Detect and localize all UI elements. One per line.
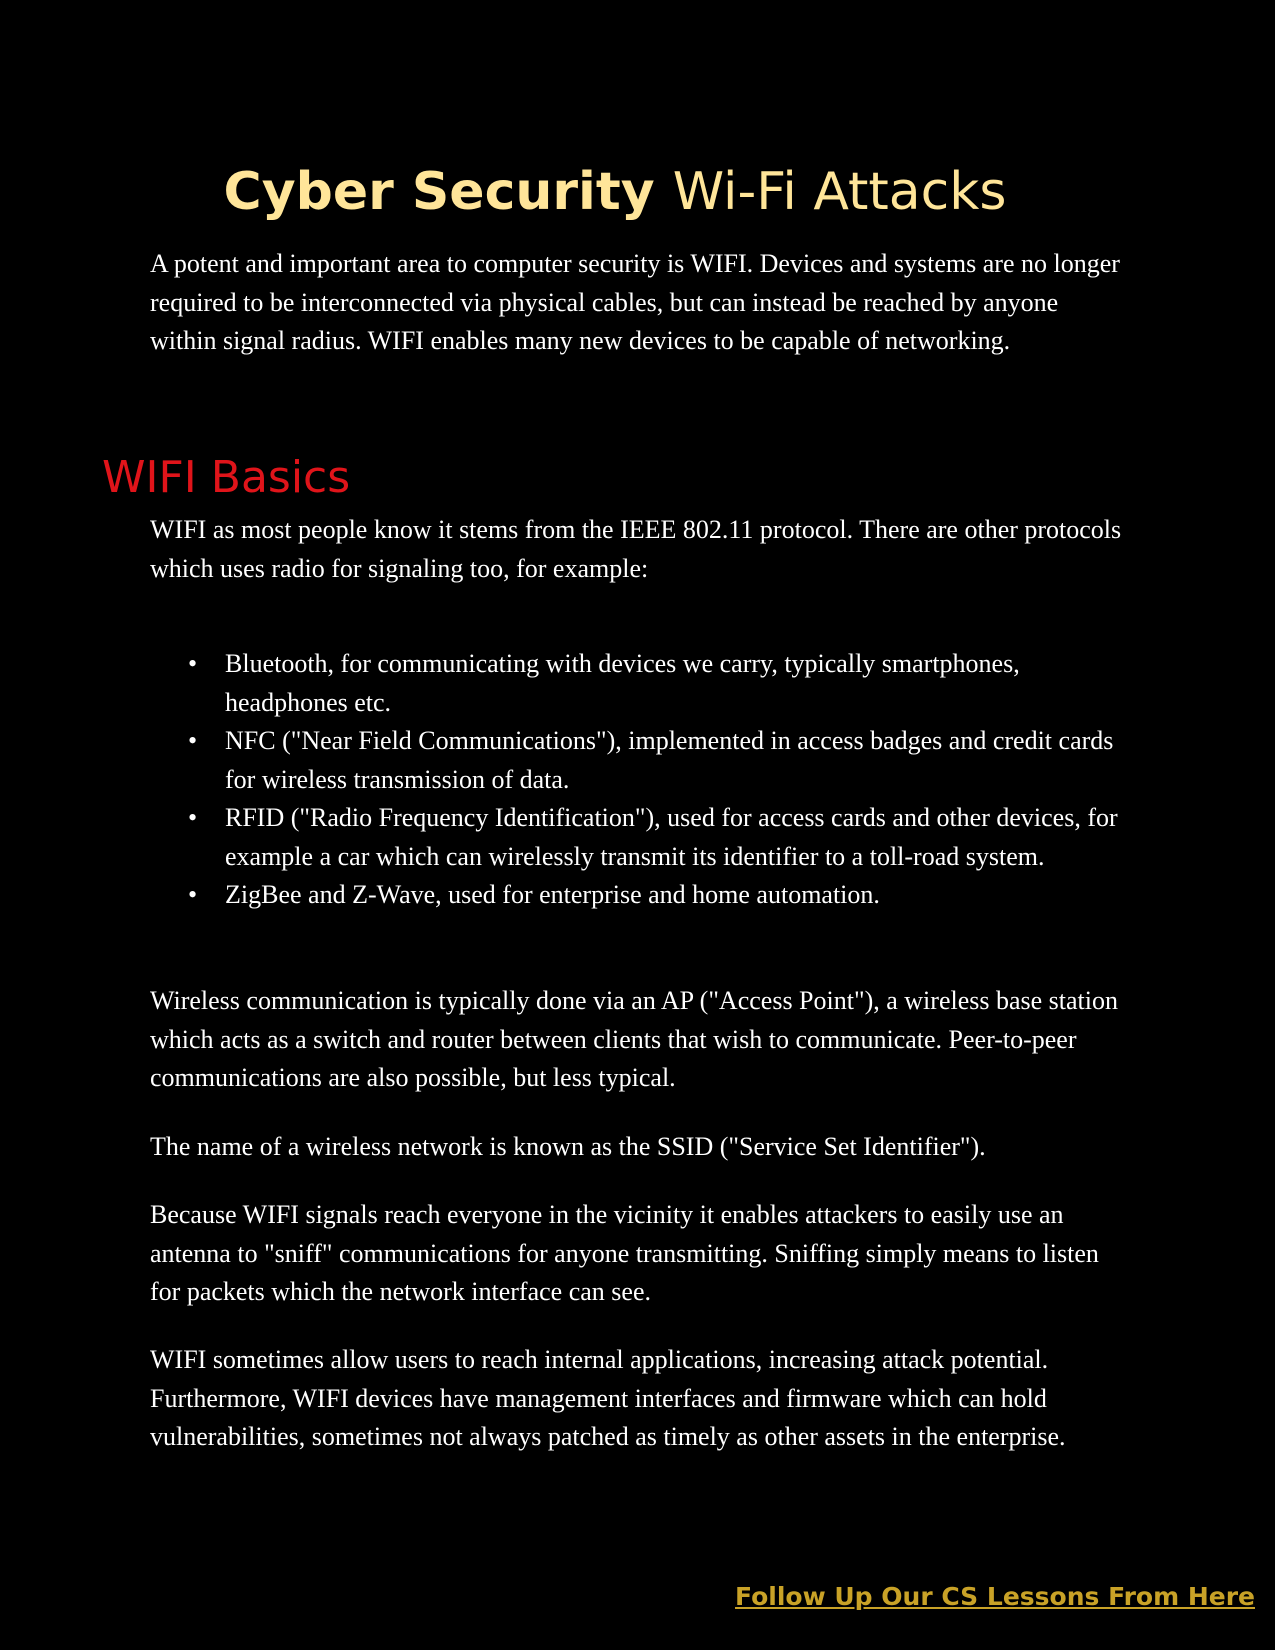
section-lead-paragraph: WIFI as most people know it stems from the IEEE 802.11 protocol. There are other protocols which uses radio for signaling too, for example: xyxy=(150,515,1122,583)
page-title-subtitle: Wi-Fi Attacks xyxy=(672,162,1007,222)
page-title xyxy=(0,158,1230,226)
list-item-text: RFID ("Radio Frequency Identification"), used for access cards and other devices, for example a car which can wirelessly transmit its identifier to a toll-road system. xyxy=(225,803,1118,871)
sniffing-paragraph: Because WIFI signals reach everyone in the vicinity it enables attackers to easily use an antenna to "sniff" communications for anyone transmitting. Sniffing simply means to listen for packets which the network interface can see. xyxy=(150,1200,1099,1306)
ssid-paragraph: The name of a wireless network is known as the SSID ("Service Set Identifier"). xyxy=(150,1132,986,1161)
list-item xyxy=(150,876,1130,915)
access-point-paragraph: Wireless communication is typically done via an AP ("Access Point"), a wireless base station which acts as a switch and router between clients that wish to communicate. Peer-to-peer communications are also possible, but less typical. xyxy=(150,986,1119,1092)
intro-paragraph: A potent and important area to computer security is WIFI. Devices and systems are no longer required to be interconnected via physical cables, but can instead be reached by anyone within signal radius. WIFI enables many new devices to be capable of networking. xyxy=(150,249,1120,355)
section-heading: WIFI Basics xyxy=(102,452,351,503)
follow-up-lessons-link[interactable]: Follow Up Our CS Lessons From Here xyxy=(735,1582,1255,1611)
bullet-icon: • xyxy=(188,803,198,832)
bullet-icon: • xyxy=(188,726,198,755)
list-item-text: NFC ("Near Field Communications"), implemented in access badges and credit cards for wireless transmission of data. xyxy=(225,726,1114,794)
bullet-icon: • xyxy=(188,880,198,909)
attack-surface-paragraph: WIFI sometimes allow users to reach internal applications, increasing attack potential. Furthermore, WIFI devices have management interfaces and firmware which can hold vulnerabilities, sometimes not always patched as timely as other assets in the enterprise. xyxy=(150,1345,1066,1451)
list-item xyxy=(150,799,1130,876)
list-item-text: Bluetooth, for communicating with devices we carry, typically smartphones, headphones etc. xyxy=(225,649,1020,717)
protocol-list xyxy=(150,645,1130,915)
list-item xyxy=(150,722,1130,799)
list-item xyxy=(150,645,1130,722)
bullet-icon: • xyxy=(188,649,198,678)
list-item-text: ZigBee and Z-Wave, used for enterprise and home automation. xyxy=(225,880,880,909)
page-title-bold: Cyber Security xyxy=(223,162,655,222)
